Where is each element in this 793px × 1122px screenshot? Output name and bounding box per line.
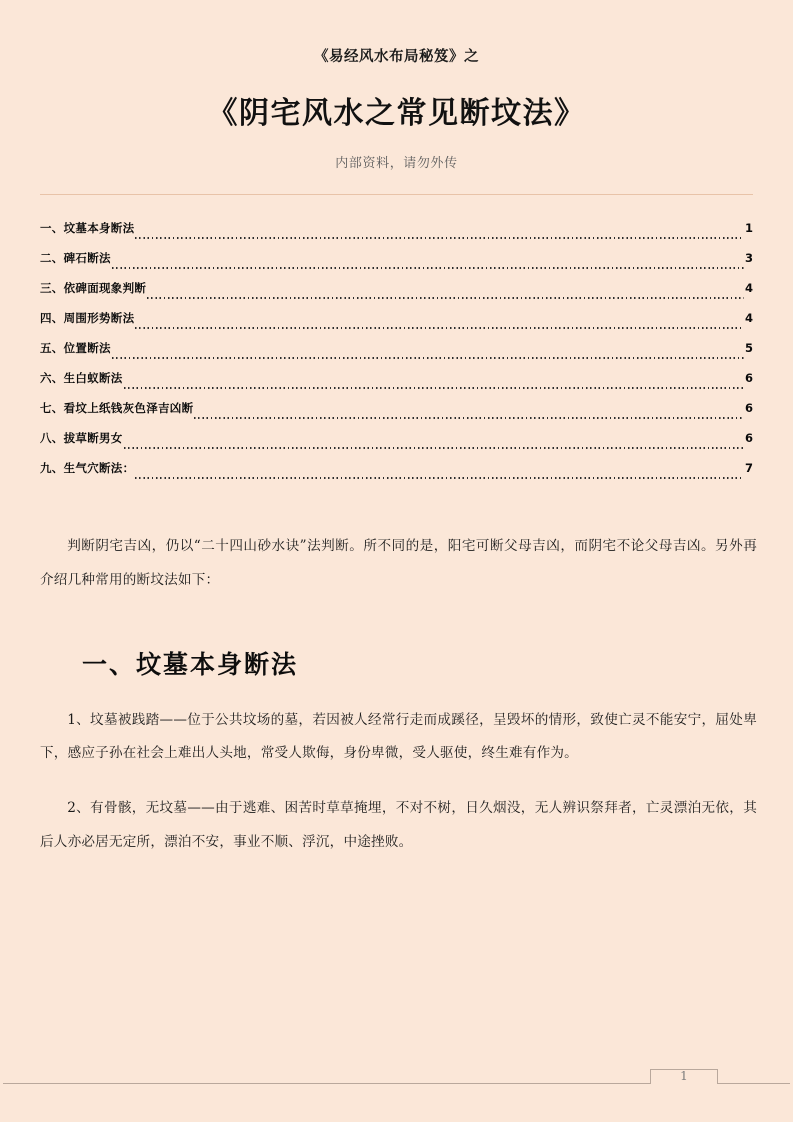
body-paragraph: 1、坟墓被践踏——位于公共坟场的墓，若因被人经常行走而成蹊径，呈毁坏的情形，致使亡灵不能安宁，屈处卑下，感应子孙在社会上难出人头地，常受人欺侮，身份卑微，受人驱使，终生难有作为。	[40, 711, 757, 762]
toc-leader-dots	[112, 262, 744, 270]
toc-entry-label: 三、依碑面现象判断	[40, 281, 147, 296]
toc-entry[interactable]	[40, 393, 753, 423]
intro-paragraph: 判断阴宅吉凶，仍以“二十四山砂水诀”法判断。所不同的是，阳宅可断父母吉凶，而阴宅不论父母吉凶。另外再介绍几种常用的断坟法如下：	[40, 538, 757, 588]
toc-entry[interactable]	[40, 213, 753, 243]
toc-entry-page-number: 6	[744, 401, 753, 416]
toc-entry[interactable]	[40, 273, 753, 303]
document-header	[0, 0, 793, 173]
toc-entry-page-number: 4	[744, 281, 753, 296]
toc-leader-dots	[135, 322, 744, 330]
toc-entry[interactable]	[40, 243, 753, 273]
toc-entry[interactable]	[40, 423, 753, 453]
table-of-contents	[40, 213, 753, 483]
document-body	[40, 530, 757, 859]
toc-entry-page-number: 6	[744, 431, 753, 446]
toc-entry[interactable]	[40, 363, 753, 393]
page-title: 《阴宅风水之常见断坟法》	[207, 95, 586, 131]
toc-entry[interactable]	[40, 303, 753, 333]
header-divider	[40, 194, 753, 195]
toc-entry-label: 五、位置断法	[40, 341, 111, 356]
toc-leader-dots	[135, 472, 744, 480]
body-paragraph: 2、有骨骸，无坟墓——由于逃难、困苦时草草掩埋，不对不树，日久烟没，无人辨识祭拜者，亡灵漂泊无依，其后人亦必居无定所，漂泊不安，事业不顺、浮沉，中途挫败。	[40, 800, 757, 850]
toc-entry-label: 九、生气穴断法：	[40, 461, 135, 476]
toc-entry[interactable]	[40, 333, 753, 363]
series-title: 《易经风水布局秘笈》之	[314, 48, 479, 65]
toc-leader-dots	[194, 412, 744, 420]
page-footer	[0, 1059, 793, 1095]
toc-entry-label: 七、看坟上纸钱灰色泽吉凶断	[40, 401, 194, 416]
toc-leader-dots	[147, 292, 744, 300]
toc-entry-label: 六、生白蚁断法	[40, 371, 123, 386]
toc-entry-page-number: 5	[744, 341, 753, 356]
intro-block	[40, 530, 757, 597]
toc-entry-label: 一、坟墓本身断法	[40, 221, 135, 236]
footer-page-number: 1	[680, 1069, 688, 1083]
document-subtitle: 内部资料，请勿外传	[335, 156, 458, 172]
toc-entry-label: 八、拔草断男女	[40, 431, 123, 446]
toc-leader-dots	[135, 232, 744, 240]
section-heading-1: 一、坟墓本身断法	[82, 649, 299, 679]
toc-entry-page-number: 7	[744, 461, 753, 476]
toc-entry-page-number: 6	[744, 371, 753, 386]
toc-entry-label: 四、周围形势断法	[40, 311, 135, 326]
toc-leader-dots	[124, 442, 744, 450]
toc-entry-page-number: 4	[744, 311, 753, 326]
toc-entry[interactable]	[40, 453, 753, 483]
toc-leader-dots	[112, 352, 744, 360]
toc-entry-page-number: 1	[744, 221, 753, 236]
toc-leader-dots	[124, 382, 744, 390]
section-body-1	[40, 704, 757, 859]
toc-entry-page-number: 3	[744, 251, 753, 266]
toc-entry-label: 二、碑石断法	[40, 251, 111, 266]
